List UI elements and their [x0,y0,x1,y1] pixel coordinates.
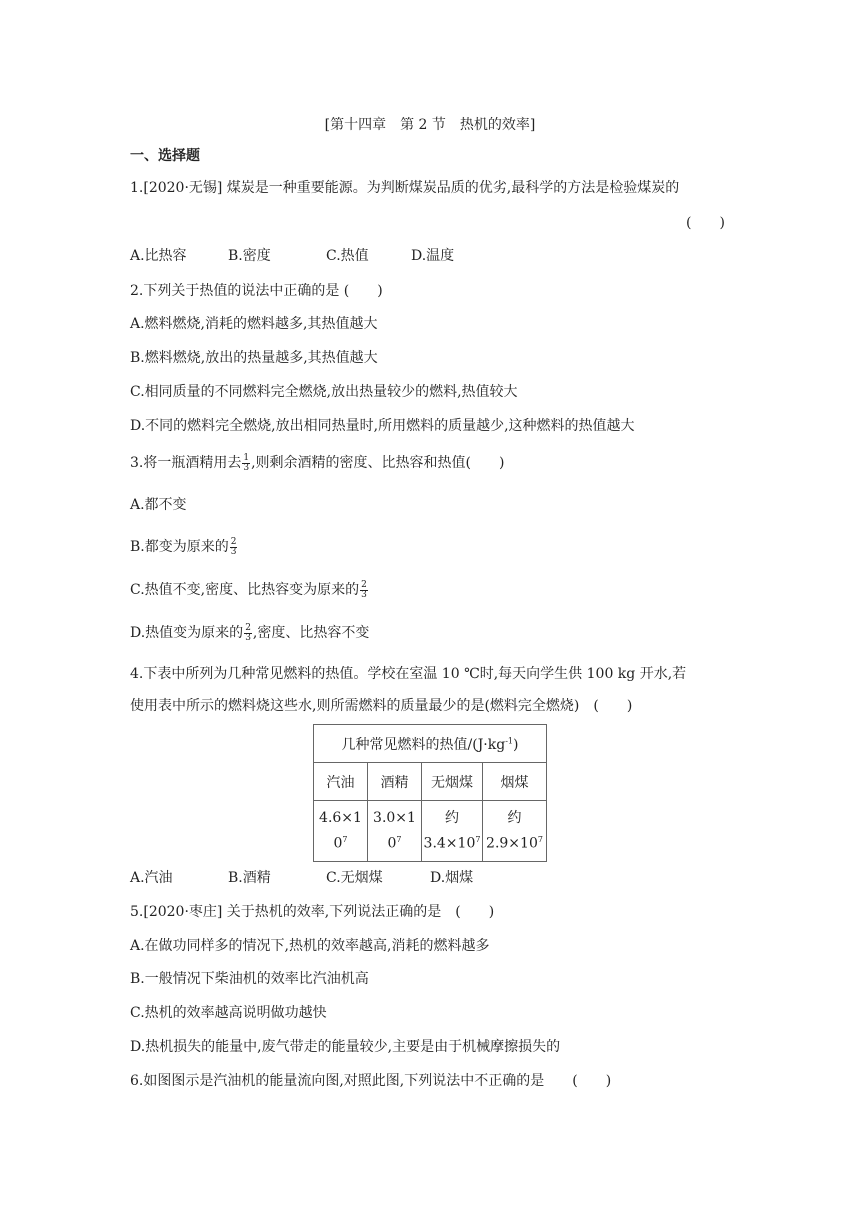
table-cell: 约 $3.4\times 10^7$ [422,801,483,862]
fuel-heat-value-table [313,724,547,862]
question-5-option-a: A.在做功同样多的情况下,热机的效率越高,消耗的燃料越多 [130,938,490,954]
question-1-text: 1.[2020·无锡] 煤炭是一种重要能源。为判断煤炭品质的优劣,最科学的方法是检验煤炭的 [130,180,680,196]
table-cell: 3.0×1 $0^7$ [368,801,422,862]
question-3-option-a: A.都不变 [130,497,187,513]
question-2-text: 2.下列关于热值的说法中正确的是 ( ) [130,283,383,299]
question-2-option-a: A.燃料燃烧,消耗的燃料越多,其热值越大 [130,316,378,332]
option-a: A.汽油 [130,870,173,886]
question-2-option-c: C.相同质量的不同燃料完全燃烧,放出热量较少的燃料,热值较大 [130,384,518,400]
question-4-line-2: 使用表中所示的燃料烧这些水,则所需燃料的质量最少的是(燃料完全燃烧) ( ) [130,698,633,714]
option-a: A.比热容 [130,248,187,264]
question-4-options [130,868,473,888]
question-3-text: 3.将一瓶酒精用去 $\frac{1}{3}$ ,则剩余酒精的密度、比热容和热值( ) [130,452,505,473]
fraction: $\frac{2}{3}$ [230,536,237,557]
question-5-text: 5.[2020·枣庄] 关于热机的效率,下列说法正确的是 ( ) [130,904,495,920]
question-1-options [130,246,454,266]
fraction: $\frac{2}{3}$ [245,622,251,643]
page-title: [第十四章 第 2 节 热机的效率] [324,117,536,133]
option-b: B.密度 [228,248,271,264]
question-1-answer-bracket: ( ) [686,215,725,231]
option-c: C.无烟煤 [326,870,383,886]
question-2-option-b: B.燃料燃烧,放出的热量越多,其热值越大 [130,350,378,366]
table-header: 几种常见燃料的热值$/(J\cdot kg^{-1})$ [314,725,547,763]
option-d: D.温度 [411,248,455,264]
question-5-option-d: D.热机损失的能量中,废气带走的能量较少,主要是由于机械摩擦损失的 [130,1039,561,1055]
question-3-option-c: C.热值不变,密度、比热容变为原来的 $\frac{2}{3}$ [130,579,367,600]
question-5-option-b: B.一般情况下柴油机的效率比汽油机高 [130,971,369,987]
table-cell: 无烟煤 [422,763,483,801]
option-b: B.酒精 [228,870,271,886]
question-3-option-b: B.都变为原来的 $\frac{2}{3}$ [130,536,237,557]
table-cell: 酒精 [368,763,422,801]
option-c: C.热值 [326,248,369,264]
table-cell: 约 $2.9\times 10^7$ [483,801,547,862]
fraction: $\frac{1}{3}$ [243,452,250,473]
question-3-option-d: D.热值变为原来的 $\frac{2}{3}$ ,密度、比热容不变 [130,622,370,643]
question-4-line-1: 4.下表中所列为几种常见燃料的热值。学校在室温 10 ℃时,每天向学生供 100 kg 开水,若 [130,666,687,682]
question-2-option-d: D.不同的燃料完全燃烧,放出相同热量时,所用燃料的质量越少,这种燃料的热值越大 [130,418,635,434]
option-d: D.烟煤 [430,870,474,886]
table-cell: 烟煤 [483,763,547,801]
question-5-option-c: C.热机的效率越高说明做功越快 [130,1005,327,1021]
table-cell: 汽油 [314,763,368,801]
fraction: $\frac{2}{3}$ [361,579,367,600]
section-title: 一、选择题 [130,148,200,164]
question-6-text: 6.如图图示是汽油机的能量流向图,对照此图,下列说法中不正确的是 ( ) [130,1073,612,1089]
table-cell: 4.6×1 $0^7$ [314,801,368,862]
